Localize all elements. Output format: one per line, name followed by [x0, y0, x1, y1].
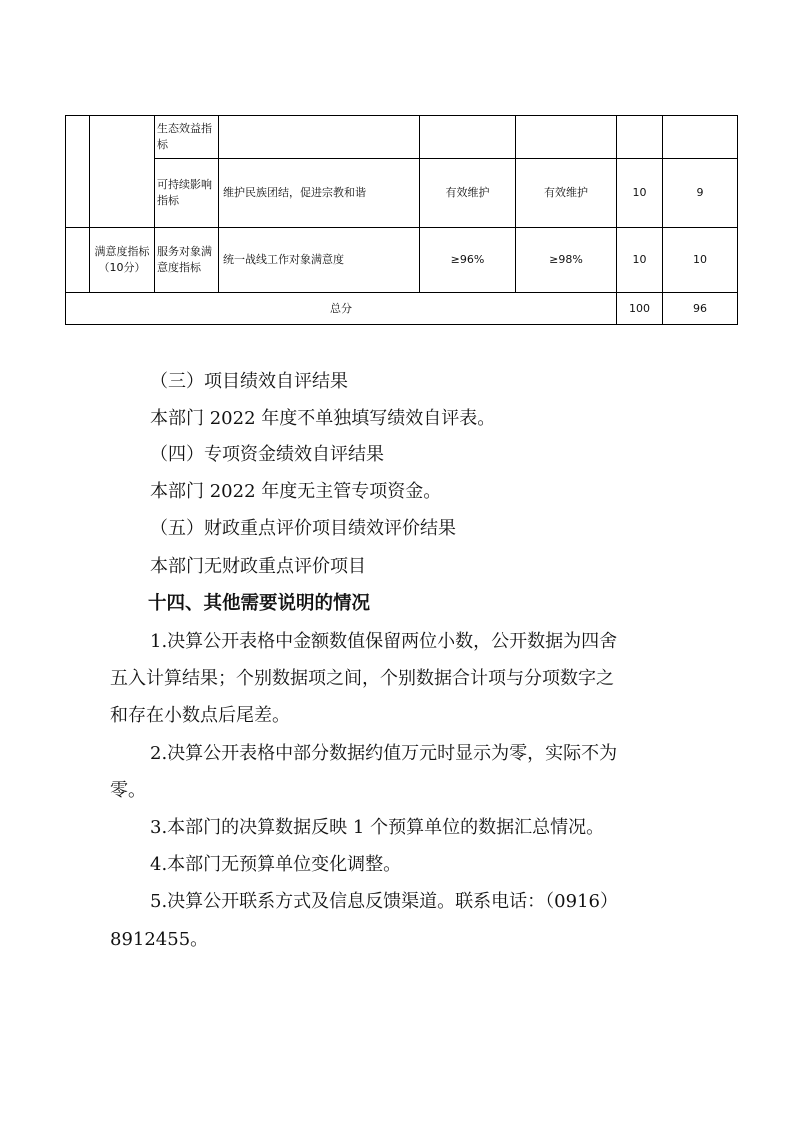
table-row-total	[66, 293, 738, 325]
other-heading: 十四、其他需要说明的情况	[148, 593, 371, 614]
note-5-line-2: 8912455。	[110, 929, 209, 950]
indicator-item-cell	[219, 116, 420, 159]
weight-cell: 10	[617, 228, 663, 293]
weight-cell: 10	[617, 159, 663, 228]
section-body-5: 本部门无财政重点评价项目	[150, 556, 366, 577]
section-title-5: （五）财政重点评价项目绩效评价结果	[150, 518, 456, 539]
note-3: 3.本部门的决算数据反映 1 个预算单位的数据汇总情况。	[150, 817, 605, 838]
table-cell-blank	[66, 228, 90, 293]
table-cell-blank	[66, 116, 90, 228]
actual-value-cell: 有效维护	[516, 159, 617, 228]
indicator-group-cell: 满意度指标（10分）	[90, 228, 155, 293]
sub-indicator-cell: 生态效益指标	[155, 116, 219, 159]
weight-cell	[617, 116, 663, 159]
total-label-cell: 总分	[66, 293, 617, 325]
score-cell	[663, 116, 738, 159]
sub-indicator-cell: 可持续影响指标	[155, 159, 219, 228]
note-1-line-3: 和存在小数点后尾差。	[110, 705, 290, 726]
indicator-item-cell: 维护民族团结，促进宗教和谐	[219, 159, 420, 228]
section-title-3: （三）项目绩效自评结果	[150, 371, 348, 392]
note-2-line-1: 2.决算公开表格中部分数据约值万元时显示为零，实际不为	[150, 743, 618, 764]
actual-value-cell	[516, 116, 617, 159]
total-weight-cell: 100	[617, 293, 663, 325]
performance-table	[65, 115, 738, 325]
total-score-cell: 96	[663, 293, 738, 325]
note-2-line-2: 零。	[110, 780, 146, 801]
section-title-4: （四）专项资金绩效自评结果	[150, 444, 384, 465]
indicator-item-cell: 统一战线工作对象满意度	[219, 228, 420, 293]
section-body-4: 本部门 2022 年度无主管专项资金。	[150, 481, 442, 502]
note-5-line-1: 5.决算公开联系方式及信息反馈渠道。联系电话：（0916）	[150, 891, 618, 912]
actual-value-cell: ≥98%	[516, 228, 617, 293]
table-row	[66, 228, 738, 293]
target-value-cell	[420, 116, 516, 159]
note-1-line-1: 1.决算公开表格中金额数值保留两位小数，公开数据为四舍	[150, 631, 618, 652]
sub-indicator-cell: 服务对象满意度指标	[155, 228, 219, 293]
score-cell: 9	[663, 159, 738, 228]
note-4: 4.本部门无预算单位变化调整。	[150, 854, 402, 875]
section-body-3: 本部门 2022 年度不单独填写绩效自评表。	[150, 408, 496, 429]
table-cell-blank	[90, 116, 155, 228]
table-row	[66, 159, 738, 228]
note-1-line-2: 五入计算结果；个别数据项之间，个别数据合计项与分项数字之	[110, 668, 614, 689]
table-row	[66, 116, 738, 159]
target-value-cell: ≥96%	[420, 228, 516, 293]
target-value-cell: 有效维护	[420, 159, 516, 228]
score-cell: 10	[663, 228, 738, 293]
